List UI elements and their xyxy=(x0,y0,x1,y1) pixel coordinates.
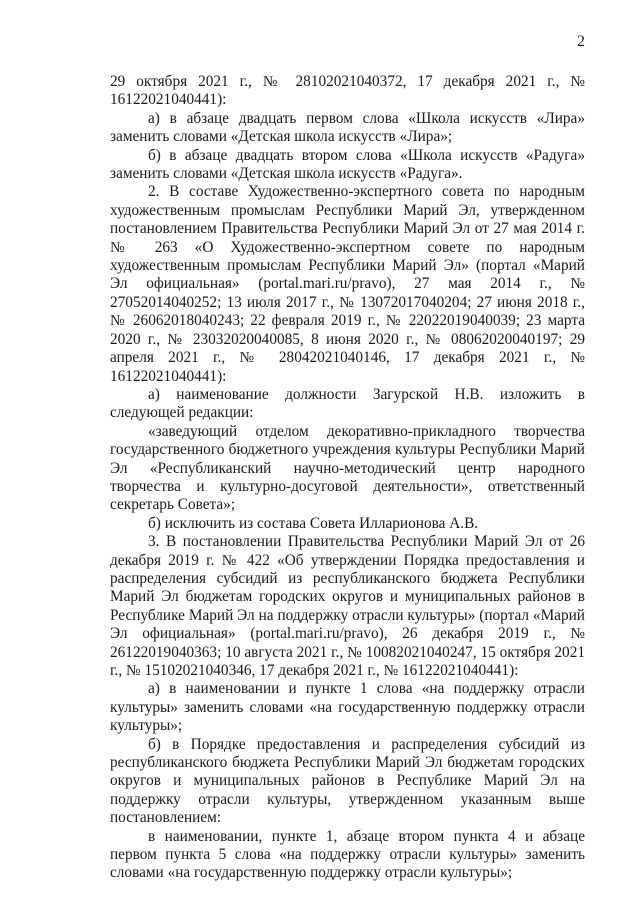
paragraph: а) в наименовании и пункте 1 слова «на поддержку отрасли культуры» заменить словами «на государственную поддержку отрасли культуры»; xyxy=(110,680,585,735)
paragraph: б) в абзаце двадцать втором слова «Школа искусств «Радуга» заменить словами «Детская школа искусств «Радуга». xyxy=(110,146,585,183)
paragraph: 2. В составе Художественно-экспертного совета по народным художественным промыслам Республики Марий Эл, утвержденном постановлением Правительства Республики Марий Эл от 27 мая 2014 г. № 263 «О Художественно-экспертном совете по народным художественным промыслам Республики Марий Эл» (портал «Марий Эл официальная» (portal.mari.ru/pravo), 27 мая 2014 г., № 27052014040252; 13 июля 2017 г., № 13072017040204; 27 июня 2018 г., № 26062018040243; 22 февраля 2019 г., № 22022019040039; 23 марта 2020 г., № 23032020040085, 8 июня 2020 г., № 08062020040197; 29 апреля 2021 г., № 28042021040146, 17 декабря 2021 г., № 16122021040441): xyxy=(110,183,585,385)
document-body xyxy=(110,73,585,883)
paragraph: 29 октября 2021 г., № 28102021040372, 17 декабря 2021 г., № 16122021040441): xyxy=(110,73,585,109)
paragraph: а) наименование должности Загурской Н.В. изложить в следующей редакции: xyxy=(110,385,585,422)
paragraph: б) в Порядке предоставления и распределения субсидий из республиканского бюджета Республики Марий Эл бюджетам городских округов и муниципальных районов в Республике Марий Эл на поддержку отрасли культуры, утвержденном указанным выше постановлением: xyxy=(110,735,585,827)
page-number: 2 xyxy=(577,33,585,50)
paragraph: а) в абзаце двадцать первом слова «Школа искусств «Лира» заменить словами «Детская школа искусств «Лира»; xyxy=(110,109,585,146)
paragraph: «заведующий отделом декоративно-прикладного творчества государственного бюджетного учреждения культуры Республики Марий Эл «Республиканский научно-методический центр народного творчества и культурно-досуговой деятельности», ответственный секретарь Совета»; xyxy=(110,422,585,514)
paragraph: б) исключить из состава Совета Илларионова А.В. xyxy=(148,514,479,532)
paragraph: в наименовании, пункте 1, абзаце втором пункта 4 и абзаце первом пункта 5 слова «на поддержку отрасли культуры» заменить словами «на государственную поддержку отрасли культуры»; xyxy=(110,827,585,882)
paragraph: 3. В постановлении Правительства Республики Марий Эл от 26 декабря 2019 г. № 422 «Об утверждении Порядка предоставления и распределения субсидий из республиканского бюджета Республики Марий Эл бюджетам городских округов и муниципальных районов в Республике Марий Эл на поддержку отрасли культуры» (портал «Марий Эл официальная» (portal.mari.ru/pravo), 26 декабря 2019 г., № 26122019040363; 10 августа 2021 г., № 10082021040247, 15 октября 2021 г., № 15102021040346, 17 декабря 2021 г., № 16122021040441): xyxy=(110,533,585,679)
